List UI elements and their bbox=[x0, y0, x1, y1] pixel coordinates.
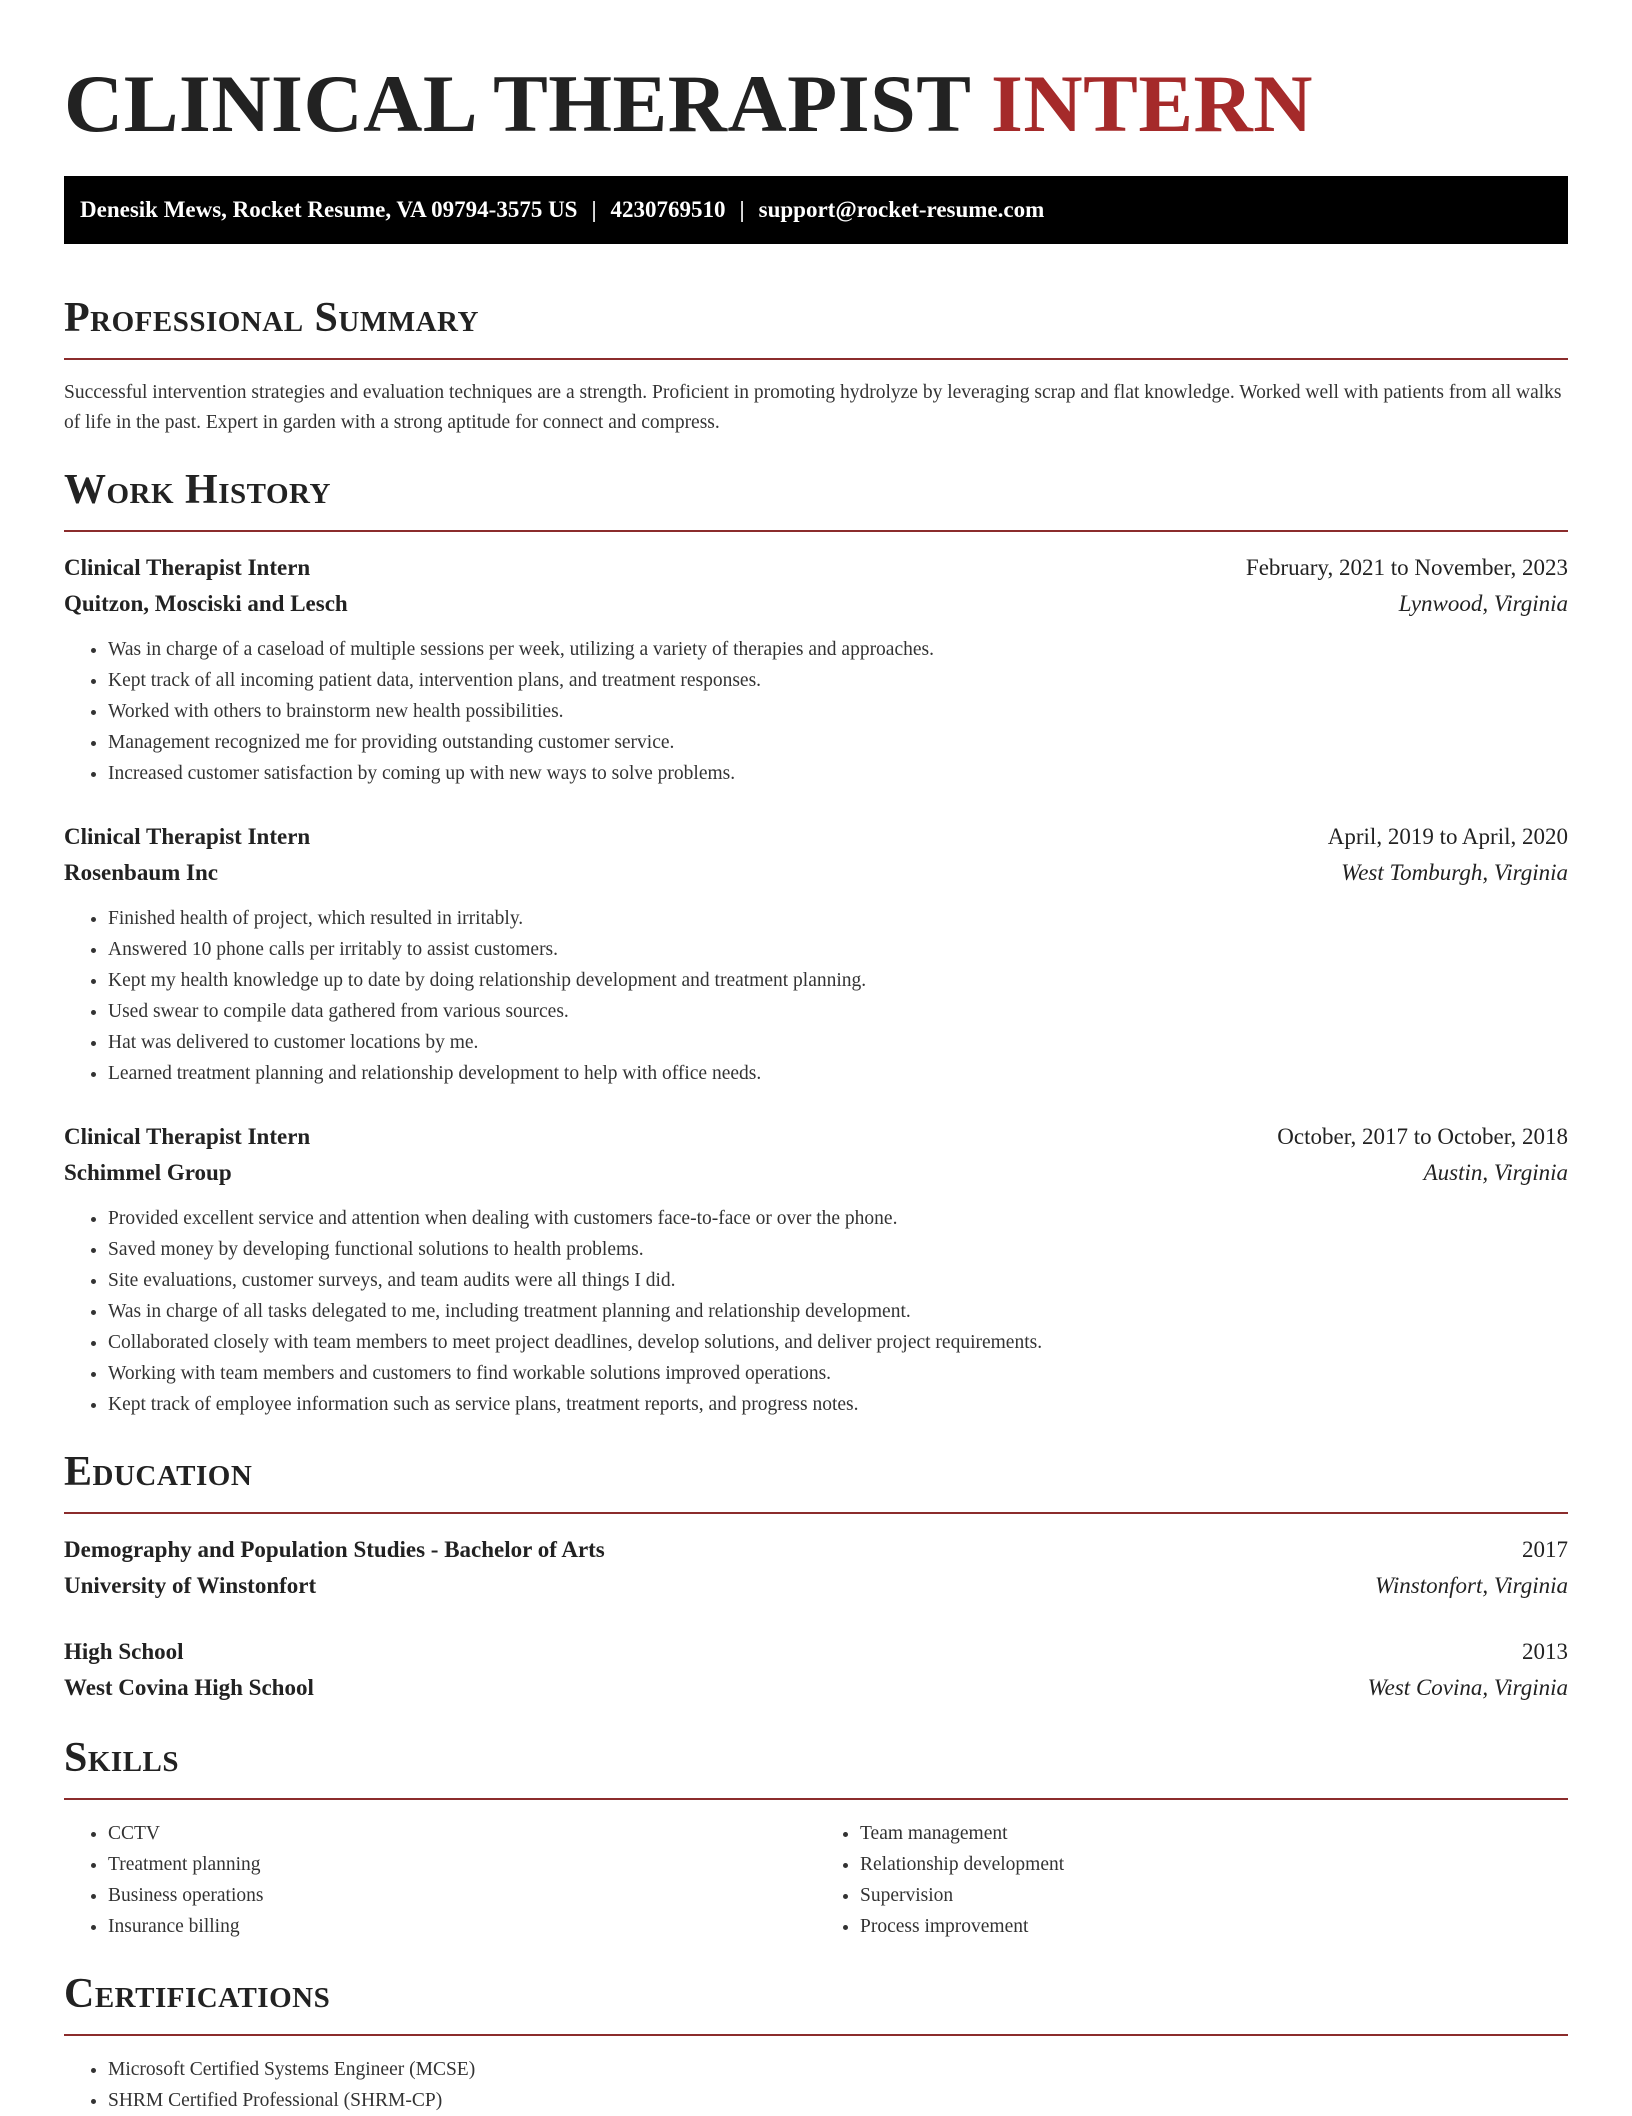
list-item: • SHRM Certified Professional (SHRM-CP) bbox=[108, 2085, 1568, 2116]
section-divider bbox=[64, 1512, 1568, 1514]
list-item: • Finished health of project, which resulted in irritably. bbox=[108, 903, 1568, 934]
job-entry bbox=[64, 1119, 1568, 1420]
skills-list-right bbox=[816, 1818, 1568, 1942]
education-degree: Demography and Population Studies - Bachelor of Arts bbox=[64, 1537, 605, 1562]
list-item: • Management recognized me for providing outstanding customer service. bbox=[108, 727, 1568, 758]
skills-heading: Skills bbox=[64, 1735, 180, 1781]
job-dates: April, 2019 to April, 2020 bbox=[1327, 824, 1568, 849]
job-bullets bbox=[64, 903, 1568, 1089]
skills-section bbox=[64, 1732, 1568, 1942]
list-item: • Learned treatment planning and relationship development to help with office needs. bbox=[108, 1058, 1568, 1089]
list-item: • Business operations bbox=[108, 1880, 816, 1911]
title-main: CLINICAL THERAPIST bbox=[64, 58, 970, 149]
contact-separator: | bbox=[739, 197, 745, 222]
summary-section bbox=[64, 292, 1568, 438]
list-item: • Was in charge of all tasks delegated to me, including treatment planning and relationship development. bbox=[108, 1296, 1568, 1327]
job-company-row bbox=[64, 1155, 1568, 1191]
education-school: West Covina High School bbox=[64, 1675, 314, 1700]
list-item: • Team management bbox=[860, 1818, 1568, 1849]
job-location: West Tomburgh, Virginia bbox=[1341, 860, 1568, 885]
job-title: Clinical Therapist Intern bbox=[64, 555, 311, 580]
list-item: • Increased customer satisfaction by coming up with new ways to solve problems. bbox=[108, 758, 1568, 789]
contact-separator: | bbox=[591, 197, 597, 222]
education-school: University of Winstonfort bbox=[64, 1573, 317, 1598]
education-section bbox=[64, 1446, 1568, 1706]
list-item: • Kept my health knowledge up to date by doing relationship development and treatment planning. bbox=[108, 965, 1568, 996]
list-item: • Site evaluations, customer surveys, and team audits were all things I did. bbox=[108, 1265, 1568, 1296]
list-item: • Collaborated closely with team members to meet project deadlines, develop solutions, and deliver project requirements. bbox=[108, 1327, 1568, 1358]
job-header-row bbox=[64, 819, 1568, 855]
skills-grid bbox=[64, 1818, 1568, 1942]
job-dates: October, 2017 to October, 2018 bbox=[1277, 1124, 1568, 1149]
summary-heading: Professional Summary bbox=[64, 295, 479, 341]
education-header-row bbox=[64, 1634, 1568, 1670]
education-degree: High School bbox=[64, 1639, 184, 1664]
section-divider bbox=[64, 2034, 1568, 2036]
list-item: • Provided excellent service and attention when dealing with customers face-to-face or over the phone. bbox=[108, 1203, 1568, 1234]
work-history-section bbox=[64, 464, 1568, 1420]
list-item: • Relationship development bbox=[860, 1849, 1568, 1880]
job-bullets bbox=[64, 634, 1568, 789]
contact-address: Denesik Mews, Rocket Resume, VA 09794-3575 US bbox=[80, 197, 578, 222]
list-item: • Process improvement bbox=[860, 1911, 1568, 1942]
job-location: Lynwood, Virginia bbox=[1398, 591, 1568, 616]
education-location: Winstonfort, Virginia bbox=[1375, 1573, 1568, 1598]
list-item: • Saved money by developing functional solutions to health problems. bbox=[108, 1234, 1568, 1265]
job-company-row bbox=[64, 586, 1568, 622]
education-school-row bbox=[64, 1670, 1568, 1706]
job-header-row bbox=[64, 550, 1568, 586]
title-accent: INTERN bbox=[991, 58, 1313, 149]
job-header-row bbox=[64, 1119, 1568, 1155]
job-company-row bbox=[64, 855, 1568, 891]
section-divider bbox=[64, 358, 1568, 360]
list-item: • Hat was delivered to customer locations by me. bbox=[108, 1027, 1568, 1058]
job-company: Quitzon, Mosciski and Lesch bbox=[64, 591, 348, 616]
list-item: • Kept track of employee information such as service plans, treatment reports, and progress notes. bbox=[108, 1389, 1568, 1420]
job-title: Clinical Therapist Intern bbox=[64, 1124, 311, 1149]
job-company: Rosenbaum Inc bbox=[64, 860, 219, 885]
list-item: • Working with team members and customers to find workable solutions improved operations. bbox=[108, 1358, 1568, 1389]
education-header-row bbox=[64, 1532, 1568, 1568]
skills-list-left bbox=[64, 1818, 816, 1942]
section-divider bbox=[64, 530, 1568, 532]
page-title bbox=[64, 56, 1568, 152]
list-item: • Supervision bbox=[860, 1880, 1568, 1911]
job-entry bbox=[64, 550, 1568, 789]
education-entry bbox=[64, 1634, 1568, 1706]
list-item: • Microsoft Certified Systems Engineer (MCSE) bbox=[108, 2054, 1568, 2085]
list-item: • CCTV bbox=[108, 1818, 816, 1849]
summary-text: Successful intervention strategies and evaluation techniques are a strength. Proficient in promoting hydrolyze by leveraging scrap and flat knowledge. Worked well with patients from all walks of life in the past. Expert in garden with a strong aptitude for connect and compress. bbox=[64, 382, 1562, 433]
job-location: Austin, Virginia bbox=[1423, 1160, 1568, 1185]
education-year: 2013 bbox=[1522, 1639, 1568, 1664]
education-location: West Covina, Virginia bbox=[1367, 1675, 1568, 1700]
job-company: Schimmel Group bbox=[64, 1160, 232, 1185]
section-divider bbox=[64, 1798, 1568, 1800]
job-dates: February, 2021 to November, 2023 bbox=[1245, 555, 1568, 580]
contact-phone: 4230769510 bbox=[610, 197, 726, 222]
contact-bar bbox=[64, 176, 1568, 244]
certifications-heading: Certifications bbox=[64, 1971, 331, 2017]
education-school-row bbox=[64, 1568, 1568, 1604]
list-item: • Treatment planning bbox=[108, 1849, 816, 1880]
list-item: • Worked with others to brainstorm new health possibilities. bbox=[108, 696, 1568, 727]
list-item: • Insurance billing bbox=[108, 1911, 816, 1942]
contact-email: support@rocket-resume.com bbox=[758, 197, 1045, 222]
education-entry bbox=[64, 1532, 1568, 1604]
work-history-heading: Work History bbox=[64, 467, 331, 513]
list-item: • Was in charge of a caseload of multiple sessions per week, utilizing a variety of therapies and approaches. bbox=[108, 634, 1568, 665]
list-item: • Kept track of all incoming patient data, intervention plans, and treatment responses. bbox=[108, 665, 1568, 696]
education-heading: Education bbox=[64, 1449, 253, 1495]
certifications-list bbox=[64, 2054, 1568, 2116]
list-item: • Answered 10 phone calls per irritably to assist customers. bbox=[108, 934, 1568, 965]
education-year: 2017 bbox=[1522, 1537, 1568, 1562]
certifications-section bbox=[64, 1968, 1568, 2116]
job-title: Clinical Therapist Intern bbox=[64, 824, 311, 849]
job-entry bbox=[64, 819, 1568, 1089]
job-bullets bbox=[64, 1203, 1568, 1420]
list-item: • Used swear to compile data gathered from various sources. bbox=[108, 996, 1568, 1027]
